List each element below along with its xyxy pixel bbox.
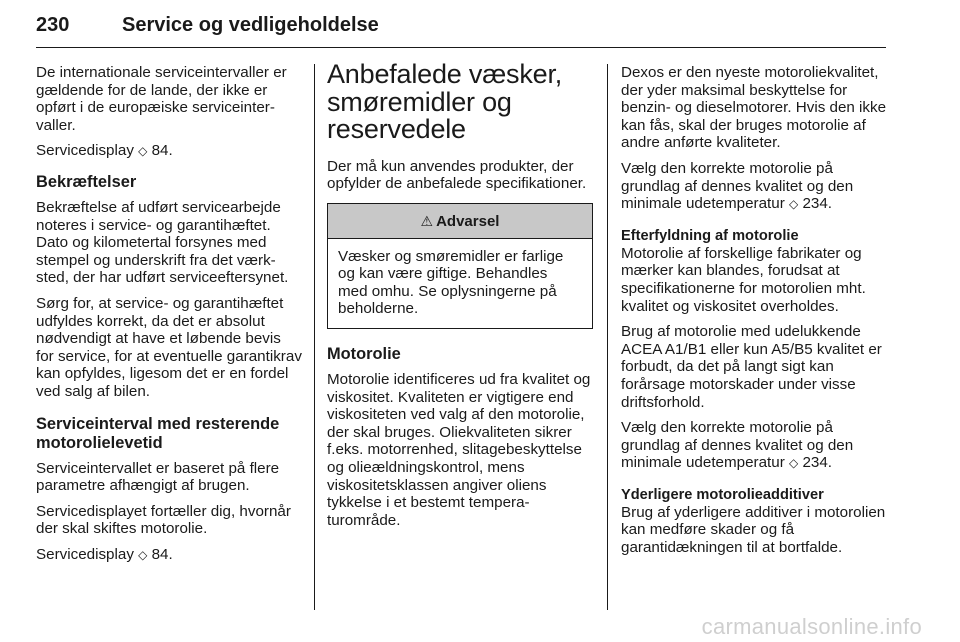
warning-title: Advarsel (436, 212, 500, 230)
warning-header (328, 204, 592, 239)
acea-paragraph: Brug af motorolie med udelukkende ACEA A1/B1 eller kun A5/B5 kvalitet er forbudt, da det på langt sigt kan forårsage motorskader under visse driftsforhold. (621, 323, 882, 411)
reference-page: 84. (147, 545, 173, 563)
page-reference-icon: ◇ (138, 547, 148, 562)
reference-page: 234. (798, 454, 832, 472)
heading-bekraeftelser: Bekræftelser (36, 172, 137, 191)
reference-page: 234. (798, 195, 832, 213)
column-divider-2 (607, 64, 608, 610)
oil-selection-paragraph (621, 160, 889, 214)
section-title: Anbefalede væsker, smøremidler og reservedele (327, 59, 563, 144)
bekraeftelser-paragraph: Bekræftelse af udført servicearbejde noteres i service- og garantihæftet. Dato og kilometertal forsynes med stempel og underskrift fra det værksted, der har udført serviceeftersynet. (36, 198, 289, 287)
heading-serviceinterval: Serviceinterval med resterende motorolielevetid (36, 414, 280, 452)
warning-icon: ⚠ (420, 212, 434, 229)
efterfyldning-paragraph: Motorolie af forskellige fabrikater og mærker kan blandes, forudsat at specifikationerne for motorolien mht. kvalitet og viskositet overholdes. (621, 244, 866, 315)
oil-selection-text: Vælg den korrekte motorolie på grundlag af dennes kvalitet og den minimale udetemperatur (621, 159, 854, 213)
reference-text: Servicedisplay (36, 545, 139, 563)
page-number: 230 (36, 14, 70, 36)
page-reference-icon: ◇ (788, 456, 799, 471)
specifications-paragraph: Der må kun anvendes produkter, der opfylder de anbefalede specifikationer. (327, 157, 587, 193)
column-2 (327, 59, 593, 537)
warning-body: Væsker og smøremidler er farlige og kan være giftige. Behandles med omhu. Se oplysningerne på beholderne. (338, 247, 564, 318)
page-reference-icon: ◇ (138, 144, 148, 159)
page-title: Service og vedligeholdelse (122, 14, 379, 36)
reference-page: 84. (147, 142, 173, 160)
column-1 (36, 64, 302, 572)
heading-additiver: Yderligere motorolieadditiver (621, 486, 824, 503)
oil-selection-text: Vælg den korrekte motorolie på grundlag af dennes kvalitet og den minimale udetemperatur (621, 419, 854, 472)
serviceinterval-paragraph: Serviceintervallet er baseret på flere parametre afhængigt af brugen. (36, 459, 280, 495)
intro-paragraph: De internationale serviceintervaller er gældende for de lande, der ikke er opført i de europæiske serviceintervaller. (36, 64, 287, 134)
column-3 (621, 64, 889, 565)
reference-text: Servicedisplay (36, 142, 139, 160)
heading-efterfyldning: Efterfyldning af motorolie (621, 227, 799, 244)
servicedisplay-reference (36, 142, 302, 161)
motorolie-paragraph: Motorolie identificeres ud fra kvalitet og viskositet. Kvaliteten er vigtigere end viskositeten ved valg af den motorolie, der skal bruges. Oliekvaliteten sikrer f.eks. motorrenhed, slitagebeskyttelse og olieældningskontrol, mens viskositetsklassen angiver oliens tykkelse i et bestemt temperaturområde. (327, 371, 591, 529)
heading-motorolie: Motorolie (327, 345, 401, 364)
page-reference-icon: ◇ (788, 197, 799, 212)
oil-selection-paragraph-2 (621, 419, 889, 473)
servicedisplay-reference-2 (36, 546, 302, 565)
warning-box (327, 203, 593, 329)
page-header (36, 14, 886, 48)
watermark: carmanualsonline.info (701, 614, 922, 639)
header-divider (36, 47, 886, 48)
garantihaefte-paragraph: Sørg for, at service- og garantihæftet udfyldes korrekt, da det er absolut nødvendigt at have et løbende bevis for service, for at eventuelle garantikrav kan opfyldes, ligesom det er en fordel ved salg af bilen. (36, 294, 302, 400)
additiver-paragraph: Brug af yderligere additiver i motorolien kan medføre skader og få garantidækningen til at bortfalde. (621, 503, 886, 557)
servicedisplay-paragraph: Servicedisplayet fortæller dig, hvornår der skal skiftes motorolie. (36, 502, 291, 538)
column-divider-1 (314, 64, 315, 610)
dexos-paragraph: Dexos er den nyeste motoroliekvalitet, der yder maksimal beskyttelse for benzin- og dieselmotorer. Hvis den ikke kan fås, skal der bruges motorolie af andre anførte kvaliteter. (621, 64, 887, 152)
